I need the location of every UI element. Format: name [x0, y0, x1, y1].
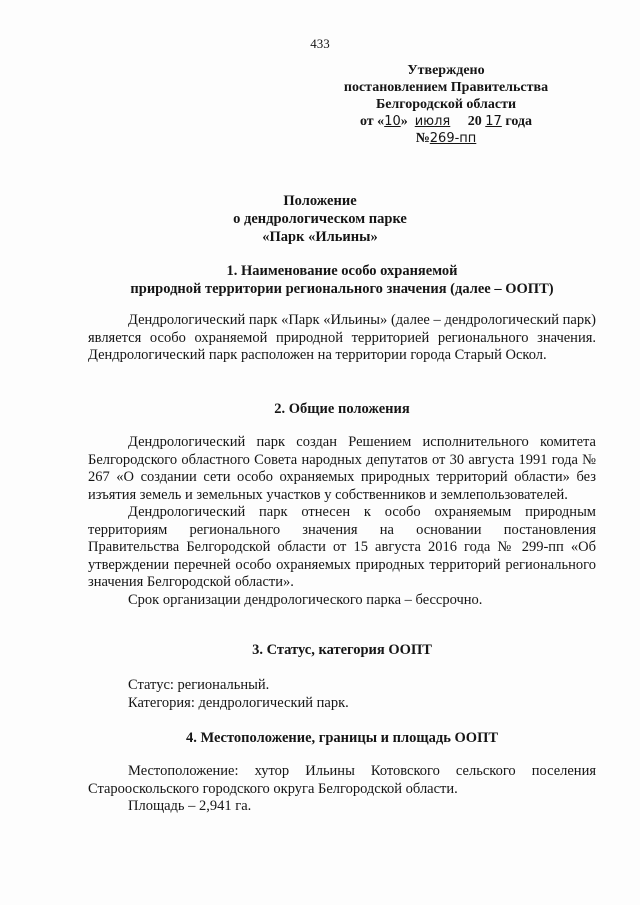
section-4-body — [88, 763, 596, 816]
number-prefix: № — [415, 131, 430, 146]
title-line-1: Положение — [283, 193, 357, 209]
section-3-paragraph-2: Категория: дендрологический парк. — [128, 694, 349, 711]
section-2-paragraph-2: Дендрологический парк отнесен к особо охраняемым природным территориям регионального значения на основании постановления Правительства Белгородской области от 15 августа 2016 года № 299-пп «Об утверждении перечней особо охраняемых природных территорий регионального значения Белгородской области». — [88, 504, 596, 590]
approval-number — [296, 130, 596, 147]
date-mid: » — [400, 114, 408, 129]
section-1-heading-line-2: природной территории регионального значения (далее – ООПТ) — [130, 281, 554, 297]
section-2-body — [88, 434, 596, 609]
date-year-suffix: 17 — [485, 114, 502, 129]
number-value: 269-пп — [429, 131, 477, 146]
title-line-2: о дендрологическом парке — [233, 211, 407, 227]
section-1-body — [88, 312, 596, 365]
section-4-paragraph-2: Площадь – 2,941 га. — [128, 798, 252, 814]
section-2-paragraph-3: Срок организации дендрологического парка – бессрочно. — [128, 591, 483, 608]
section-3-body — [88, 677, 596, 712]
approval-line-2: постановлением Правительства — [343, 80, 549, 95]
approval-date — [296, 113, 596, 130]
page-number: 433 — [310, 36, 330, 51]
section-3-paragraph-1: Статус: региональный. — [128, 677, 270, 693]
section-4-paragraph-1: Местоположение: хутор Ильины Котовского сельского поселения Старооскольского городского округа Белгородской области. — [88, 763, 596, 797]
date-year-word: года — [505, 114, 532, 129]
section-1-heading-line-1: 1. Наименование особо охраняемой — [226, 263, 458, 279]
section-2-paragraph-1: Дендрологический парк создан Решением исполнительного комитета Белгородского областного Совета народных депутатов от 30 августа 1991 года № 267 «О создании сети особо охраняемых природных территорий области» без изъятия земель и земельных участков у собственников и землепользователей. — [88, 434, 596, 503]
approval-line-1: Утверждено — [407, 63, 485, 78]
section-1-heading — [88, 262, 596, 298]
date-prefix: от « — [359, 114, 385, 129]
approval-line-3: Белгородской области — [375, 97, 517, 112]
document-title — [0, 192, 640, 246]
date-day: 10 — [384, 114, 401, 129]
section-4-heading: 4. Местоположение, границы и площадь ООПТ — [185, 730, 499, 746]
section-2-heading: 2. Общие положения — [274, 401, 410, 417]
approval-stamp — [296, 62, 596, 147]
title-line-3: «Парк «Ильины» — [262, 229, 378, 245]
date-year-prefix: 20 — [467, 114, 482, 129]
section-3-heading: 3. Статус, категория ООПТ — [252, 642, 432, 658]
date-month: июля — [414, 114, 451, 129]
section-1-paragraph-1: Дендрологический парк «Парк «Ильины» (далее – дендрологический парк) является особо охраняемой природной территорией регионального значения. Дендрологический парк расположен на территории города Старый Оскол. — [88, 312, 596, 363]
